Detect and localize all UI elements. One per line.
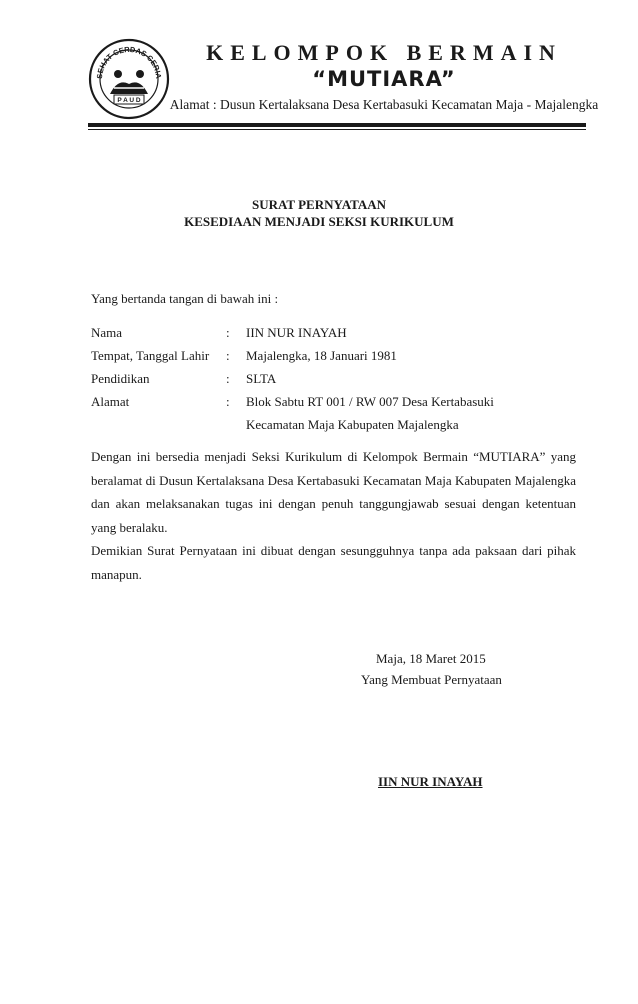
letterhead-title: KELOMPOK BERMAIN	[206, 40, 562, 65]
field-label: Pendidikan	[91, 371, 150, 386]
document-subtitle: KESEDIAAN MENJADI SEKSI KURIKULUM	[184, 214, 454, 229]
field-separator: :	[226, 348, 230, 363]
letterhead-address: Alamat : Dusun Kertalaksana Desa Kertabasuki Kecamatan Maja - Majalengka	[169, 97, 599, 112]
signature-role: Yang Membuat Pernyataan	[361, 672, 502, 687]
field-label: Alamat	[91, 394, 130, 409]
statement-paragraph: Dengan ini bersedia menjadi Seksi Kurikulum di Kelompok Bermain “MUTIARA” yang beralamat di Dusun Kertalaksana Desa Kertabasuki Kecamatan Maja Kabupaten Majalengka dan akan melaksanakan tugas ini dengan penuh tanggungjawab sesuai dengan ketentuan yang beralaku.	[91, 449, 576, 535]
paud-logo	[88, 38, 170, 120]
letterhead-divider-thick	[88, 123, 586, 127]
field-value: Majalengka, 18 Januari 1981	[246, 348, 397, 363]
closing-paragraph: Demikian Surat Pernyataan ini dibuat dengan sesungguhnya tanpa ada paksaan dari pihak manapun.	[91, 543, 576, 582]
field-value: SLTA	[246, 371, 277, 386]
field-value: IIN NUR INAYAH	[246, 325, 347, 340]
statement-body	[91, 445, 576, 586]
logo-paud-text: P A U D	[117, 97, 141, 104]
field-label: Nama	[91, 325, 123, 340]
letterhead-divider-thin	[88, 129, 586, 130]
logo-motto: SEHAT CERDAS CERIA	[94, 44, 164, 80]
field-separator: :	[226, 325, 230, 340]
document-title: SURAT PERNYATAAN	[252, 197, 386, 212]
intro-text: Yang bertanda tangan di bawah ini :	[91, 291, 279, 306]
signature-name: IIN NUR INAYAH	[378, 774, 483, 789]
field-value: Kecamatan Maja Kabupaten Majalengka	[246, 417, 459, 432]
field-separator: :	[226, 371, 230, 386]
letterhead-org-name: “MUTIARA”	[312, 67, 456, 91]
field-separator: :	[226, 394, 230, 409]
field-label: Tempat, Tanggal Lahir	[91, 348, 210, 363]
signature-place-date: Maja, 18 Maret 2015	[376, 651, 486, 666]
field-value: Blok Sabtu RT 001 / RW 007 Desa Kertabasuki	[246, 394, 494, 409]
